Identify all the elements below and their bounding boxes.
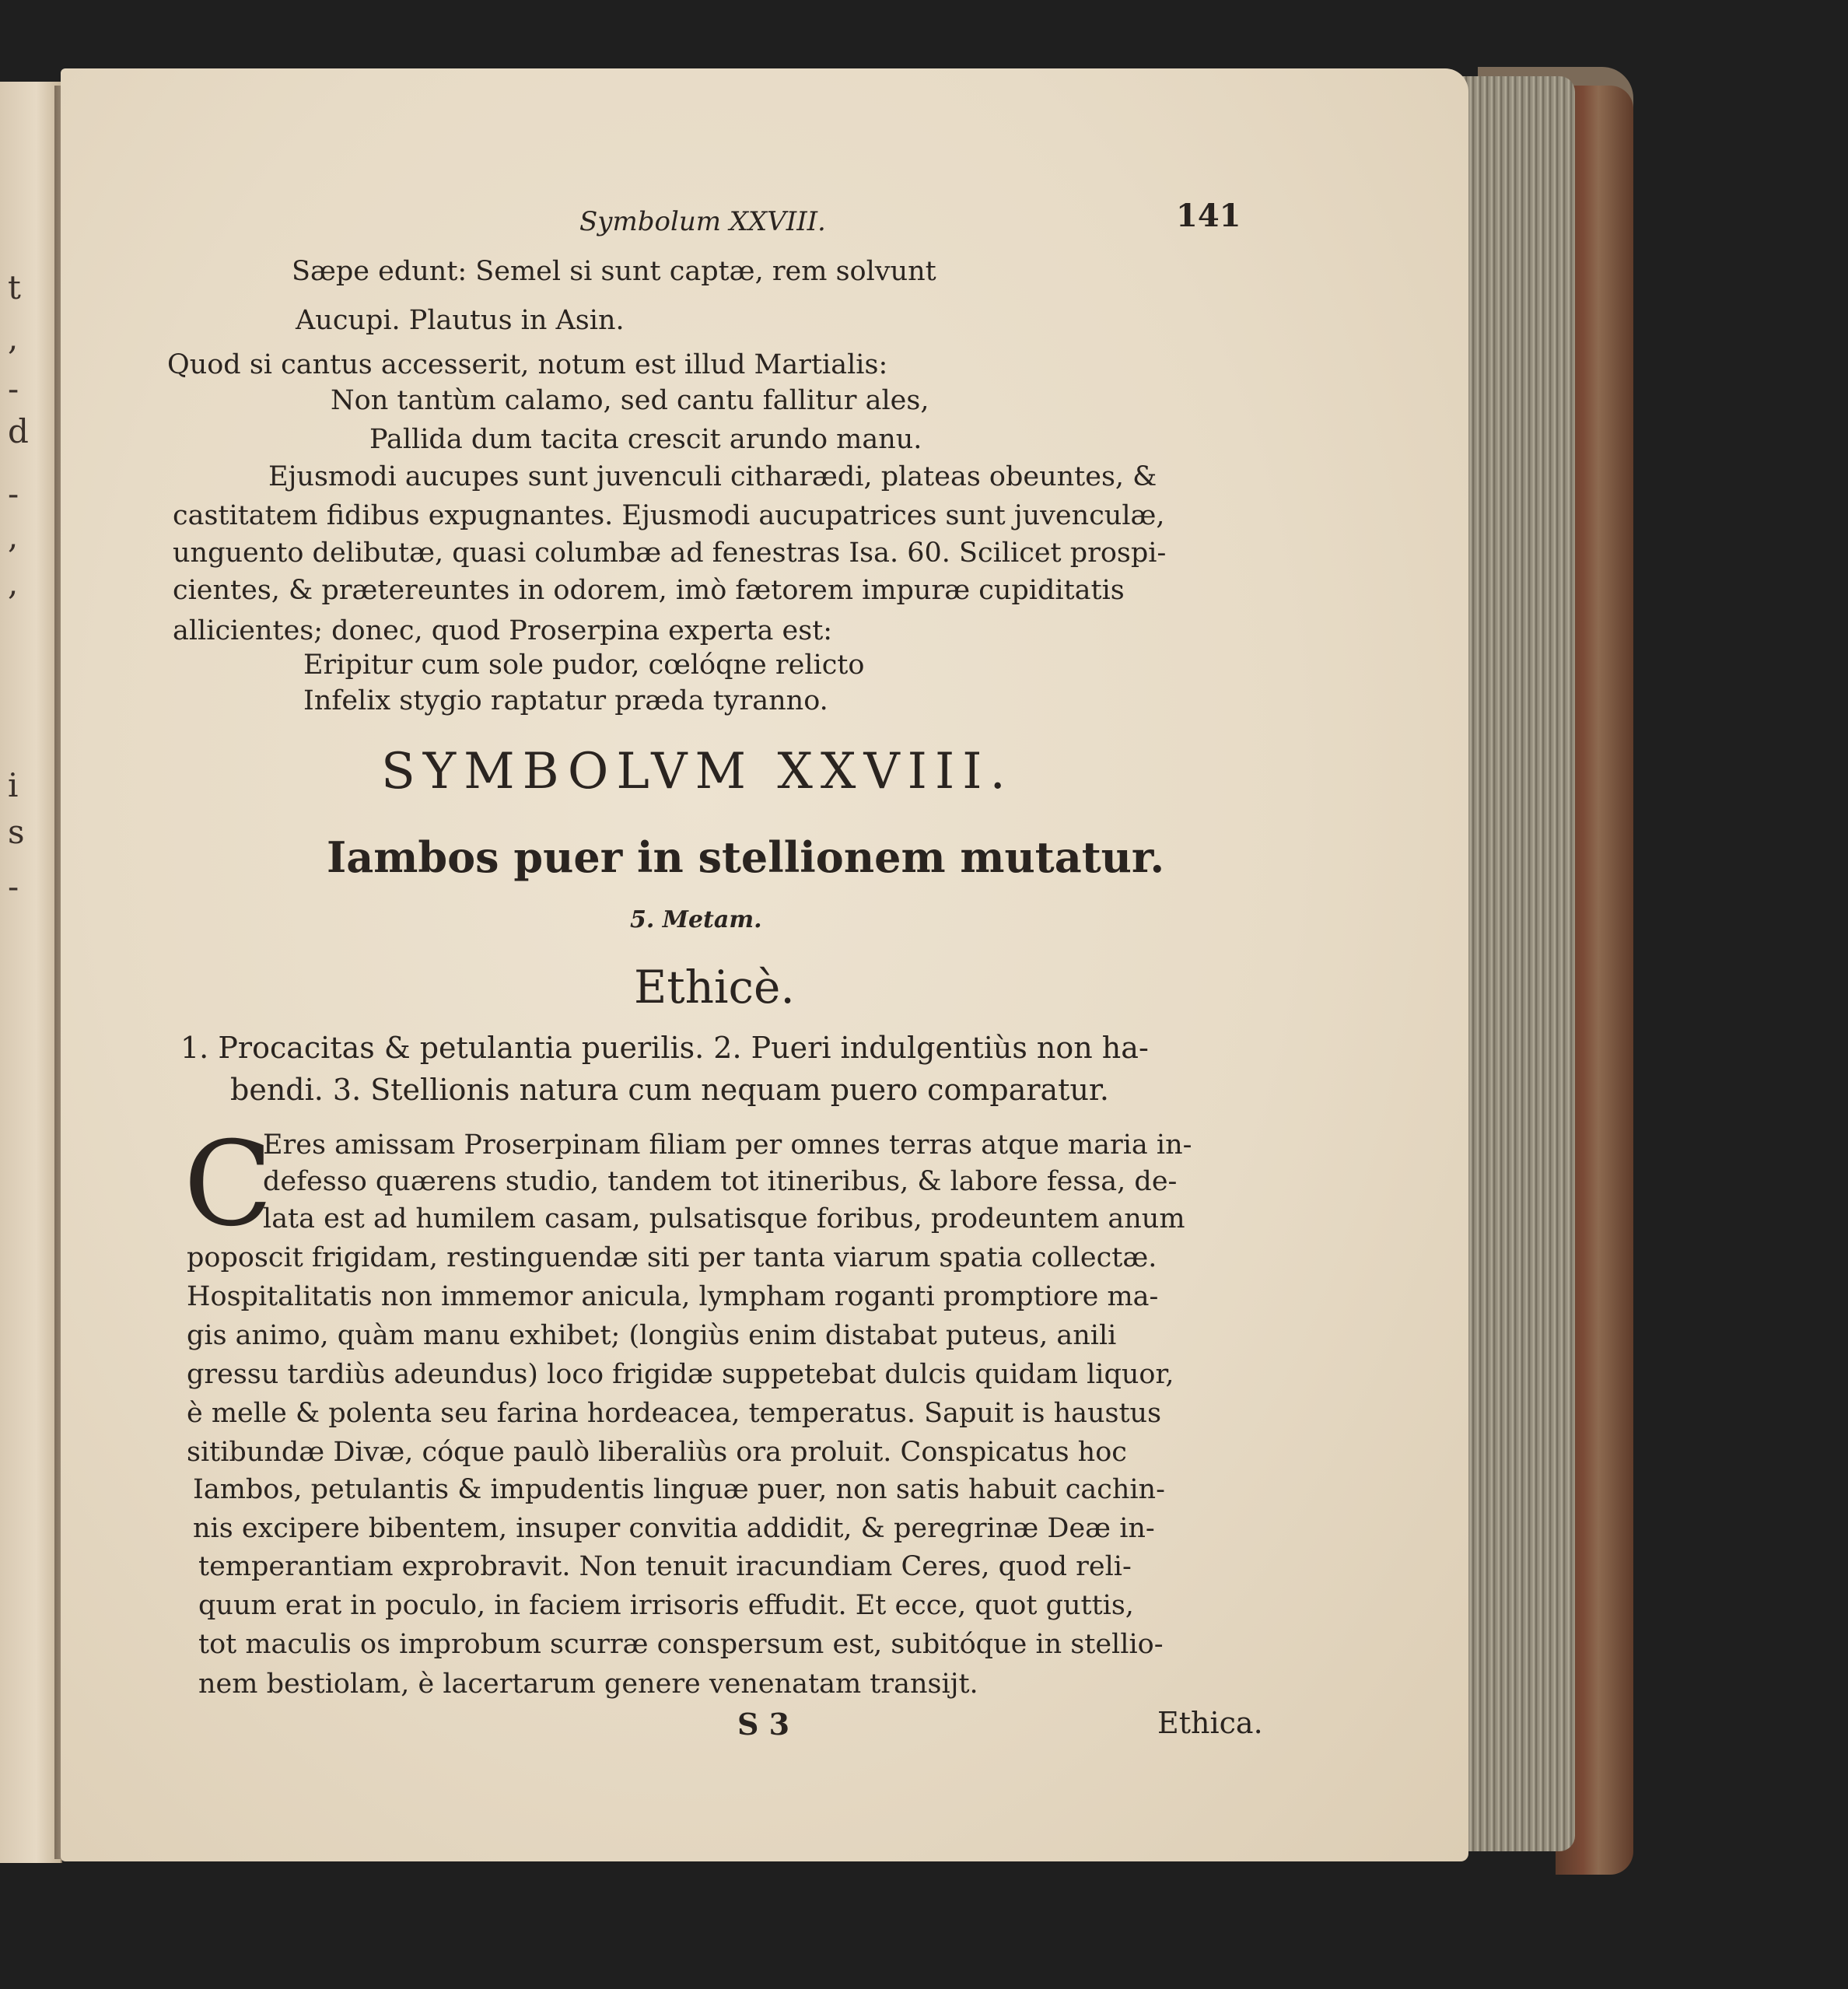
poetry-line: Infelix stygio raptatur præda tyranno. (303, 685, 828, 716)
left-page-glyph: , (8, 517, 19, 555)
body-line: temperantiam exprobravit. Non tenuit iracundiam Ceres, quod reli- (198, 1551, 1132, 1582)
poetry-line: Ejusmodi aucupes sunt juvenculi citharædi, plateas obeuntes, & (268, 461, 1157, 492)
body-line: sitibundæ Divæ, cóque paulò liberaliùs ora proluit. Conspicatus hoc (187, 1437, 1127, 1468)
body-line: quum erat in poculo, in faciem irrisoris effudit. Et ecce, quot guttis, (198, 1590, 1134, 1621)
body-line: lata est ad humilem casam, pulsatisque foribus, prodeuntem anum (263, 1203, 1185, 1234)
body-line: gressu tardiùs adeundus) loco frigidæ suppetebat dulcis quidam liquor, (187, 1359, 1174, 1390)
summary-line: bendi. 3. Stellionis natura cum nequam puero comparatur. (230, 1073, 1109, 1107)
catchword: Ethica. (1157, 1706, 1263, 1740)
drop-cap: C (184, 1117, 273, 1252)
signature-mark: S 3 (737, 1707, 790, 1742)
poetry-line: Non tantùm calamo, sed cantu fallitur ales, (331, 385, 929, 416)
body-line: nis excipere bibentem, insuper convitia addidit, & peregrinæ Deæ in- (193, 1513, 1155, 1544)
left-page-glyph: - (8, 867, 19, 905)
body-line: Eres amissam Proserpinam filiam per omnes terras atque maria in- (263, 1129, 1192, 1161)
body-line: defesso quærens studio, tandem tot itineribus, & labore fessa, de- (263, 1166, 1178, 1197)
body-line: gis animo, quàm manu exhibet; (longiùs enim distabat puteus, anili (187, 1320, 1117, 1351)
symbolum-title: SYMBOLVM XXVIII. (381, 743, 1013, 800)
summary-line: 1. Procacitas & petulantia puerilis. 2. Pueri indulgentiùs non ha- (180, 1031, 1149, 1065)
page-number: 141 (1176, 198, 1241, 234)
left-page-glyph: - (8, 369, 19, 408)
body-line: Hospitalitatis non immemor anicula, lympham roganti promptiore ma- (187, 1281, 1159, 1312)
left-page-glyph: - (8, 474, 19, 513)
left-page-glyph: , (8, 564, 19, 602)
left-page-glyph: s (8, 813, 25, 851)
poetry-line: unguento delibutæ, quasi columbæ ad fenestras Isa. 60. Scilicet prospi- (173, 538, 1167, 569)
poetry-line: Sæpe edunt: Semel si sunt captæ, rem solvunt (292, 256, 936, 287)
poetry-line: castitatem fidibus expugnantes. Ejusmodi aucupatrices sunt juvenculæ, (173, 500, 1165, 531)
left-page-glyph: d (8, 412, 29, 450)
body-line: è melle & polenta seu farina hordeacea, temperatus. Sapuit is haustus (187, 1398, 1162, 1429)
poetry-line: Quod si cantus accesserit, notum est illud Martialis: (167, 349, 888, 380)
poetry-line: cientes, & prætereuntes in odorem, imò fætorem impuræ cupiditatis (173, 575, 1125, 606)
body-line: Iambos, petulantis & impudentis linguæ puer, non satis habuit cachin- (193, 1474, 1165, 1505)
left-page-glyph: t (8, 268, 21, 306)
poetry-line: Aucupi. Plautus in Asin. (296, 305, 625, 336)
section-heading: Ethicè. (634, 961, 795, 1014)
body-line: tot maculis os improbum scurræ conspersum est, subitóque in stellio- (198, 1629, 1164, 1660)
reference: 5. Metam. (630, 906, 762, 933)
poetry-line: Eripitur cum sole pudor, cœlóqne relicto (303, 650, 865, 681)
poetry-line: Pallida dum tacita crescit arundo manu. (369, 424, 922, 455)
poetry-line: allicientes; donec, quod Proserpina experta est: (173, 615, 833, 646)
left-page-glyph: , (8, 319, 19, 357)
left-facing-page (0, 82, 62, 1863)
body-line: nem bestiolam, è lacertarum genere venenatam transijt. (198, 1669, 978, 1700)
symbolum-subtitle: Iambos puer in stellionem mutatur. (327, 832, 1165, 882)
running-head-title: Symbolum XXVIII. (579, 206, 826, 237)
left-page-glyph: i (8, 766, 19, 804)
body-line: poposcit frigidam, restinguendæ siti per tanta viarum spatia collectæ. (187, 1242, 1157, 1273)
